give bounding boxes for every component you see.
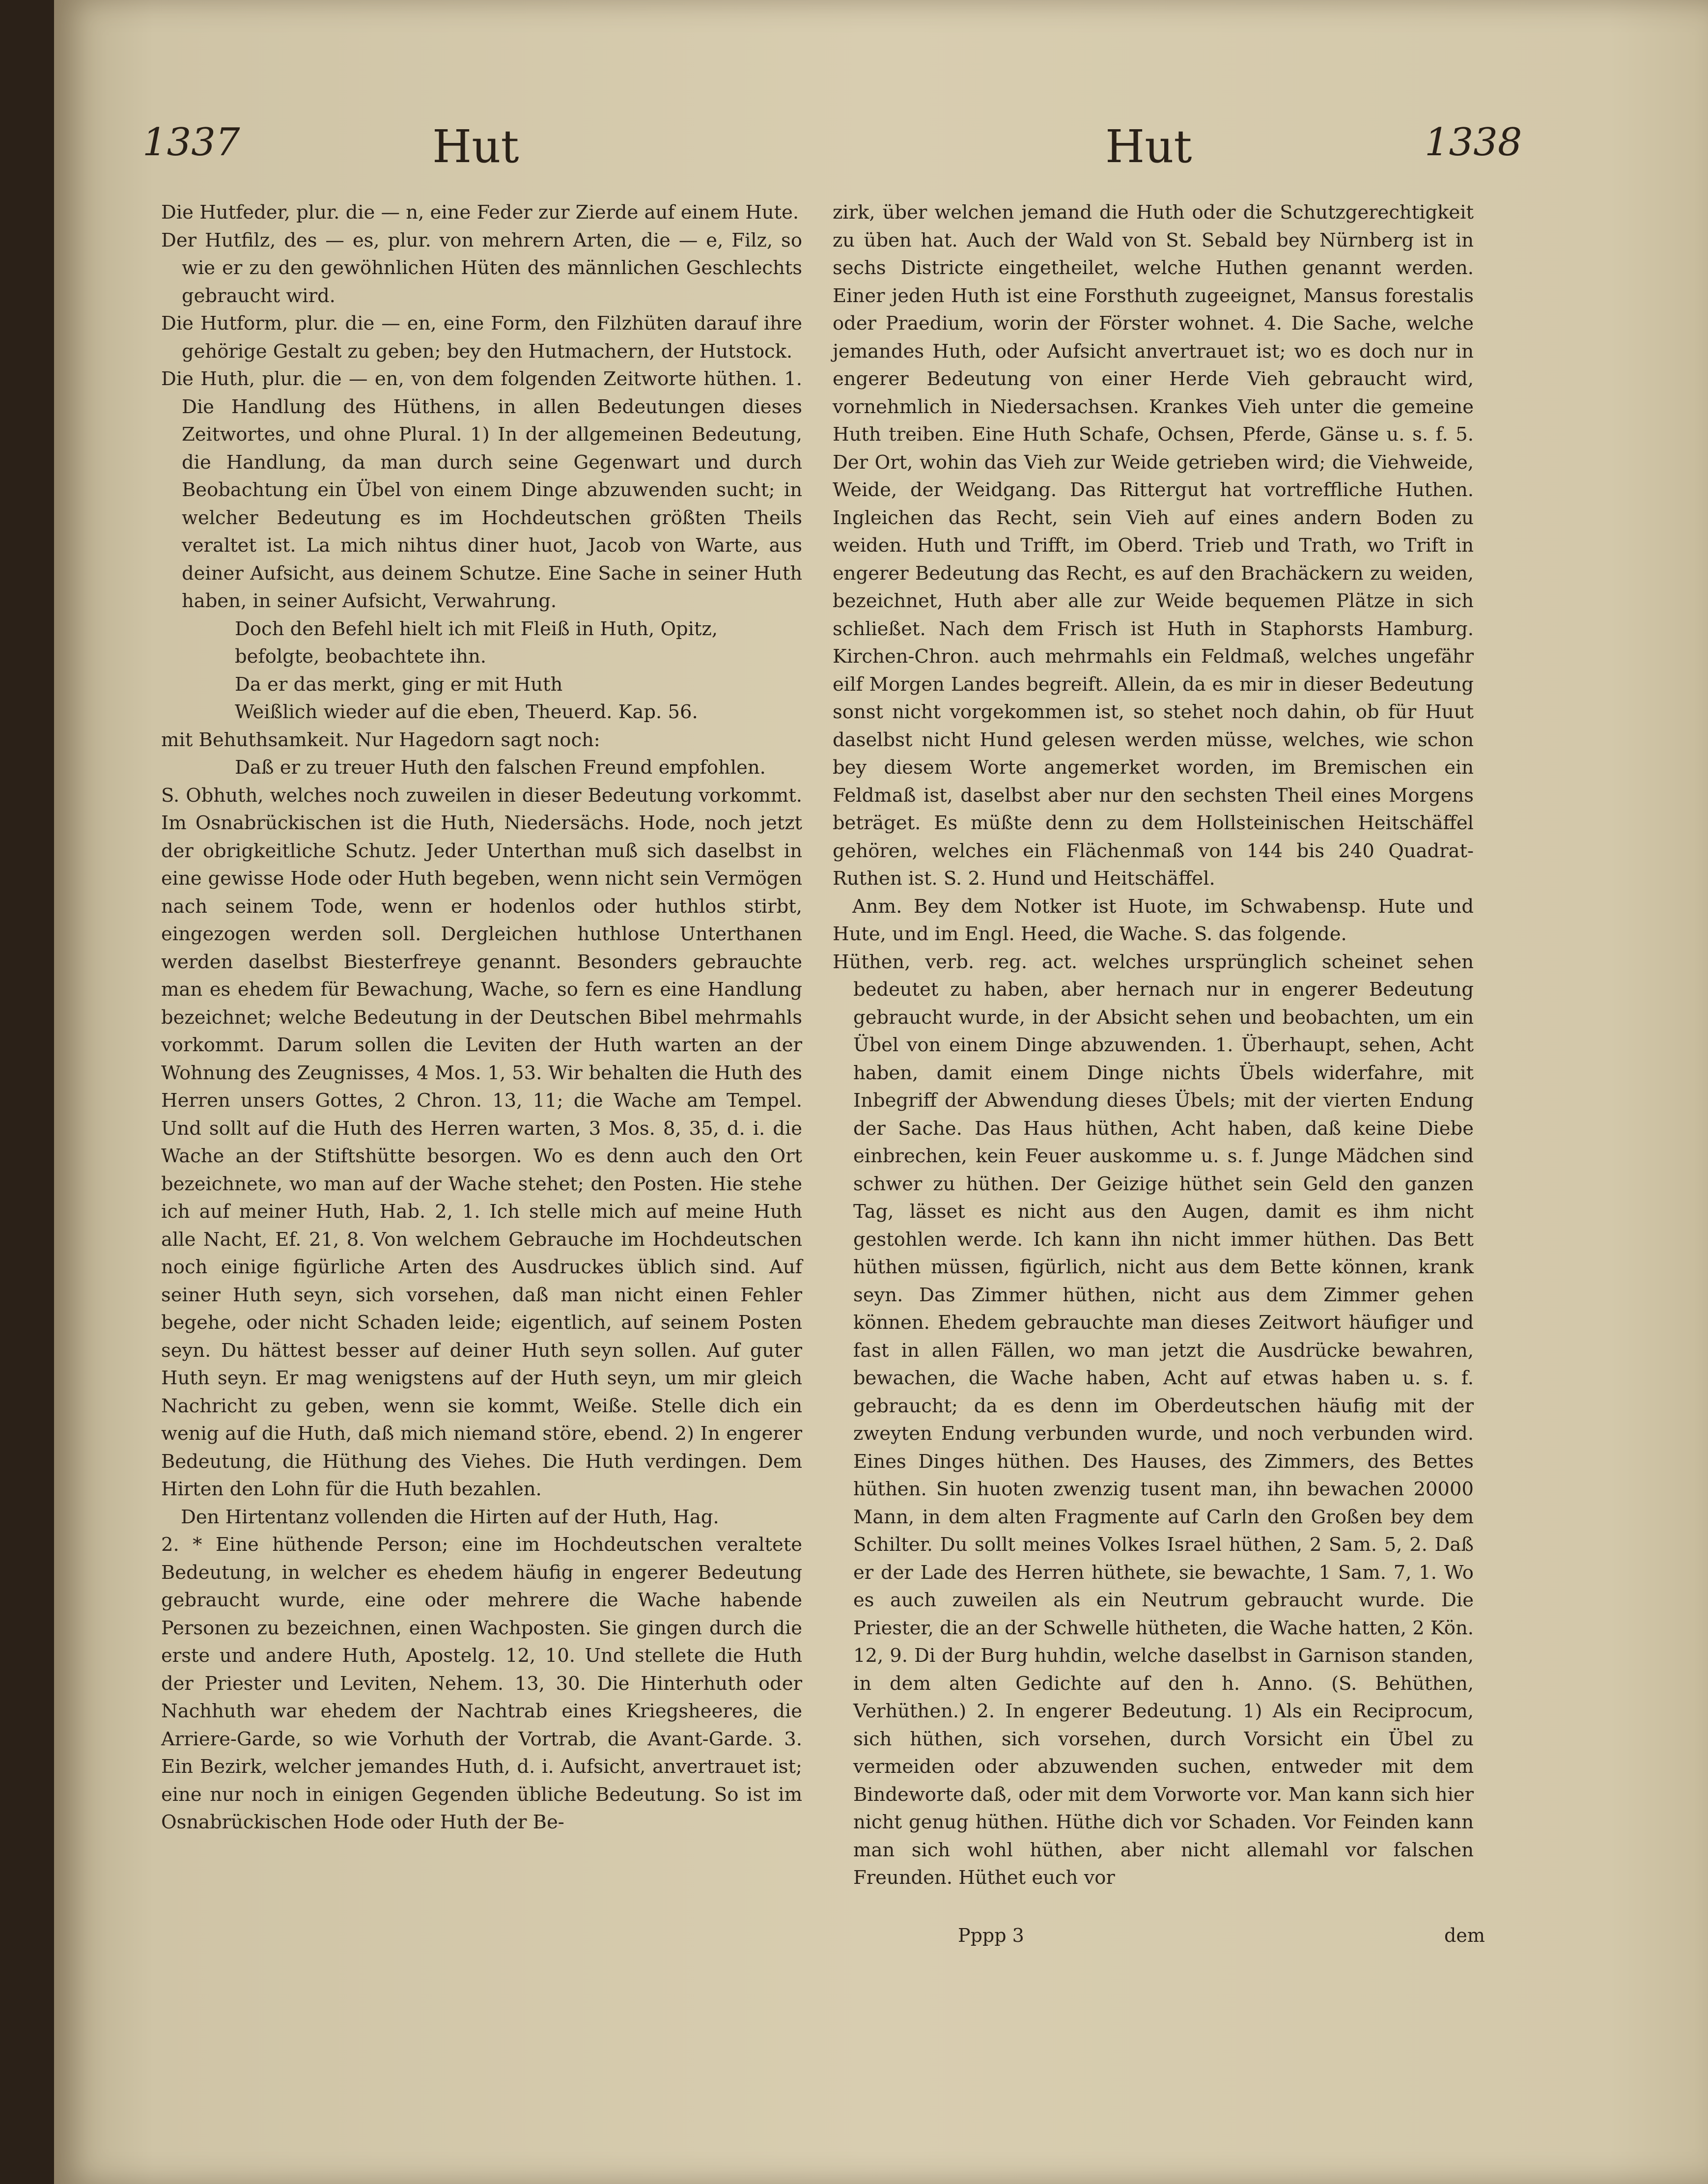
dictionary-entry: Die Hutfeder, plur. die — n, eine Feder zur Zierde auf einem Hute. — [161, 201, 799, 224]
text-column-right — [833, 199, 1474, 1892]
text-column-left — [161, 199, 802, 1837]
dictionary-entry: Die Huth, plur. die — en, von dem folgenden Zeitworte hüthen. 1. Die Handlung des Hüthens, in allen Bedeutungen dieses Zeitwortes, und ohne Plural. 1) In der allgemeinen Bedeutung, die Handlung, da man durch seine Gegenwart und durch Beobachtung ein Übel von einem Dinge abzuwenden sucht; in welcher Bedeutung es im Hochdeutschen größten Theils veraltet ist. La mich nihtus diner huot, Jacob von Warte, aus deiner Aufsicht, aus deinem Schutze. Eine Sache in seiner Huth haben, in seiner Aufsicht, Verwahrung. — [161, 368, 802, 612]
paragraph: 2. * Eine hüthende Person; eine im Hochdeutschen veraltete Bedeutung, in welcher es ehedem häufig in engerer Bedeutung gebraucht wurde, eine oder mehrere die Wache habende Personen zu bezeichnen, einen Wachposten. Sie gingen durch die erste und andere Huth, Apostelg. 12, 10. Und stellete die Huth der Priester und Leviten, Nehem. 13, 30. Die Hinterhuth oder Nachhuth war ehedem der Nachtrab eines Kriegsheeres, die Arriere-Garde, so wie Vorhuth der Vortrab, die Avant-Garde. 3. Ein Bezirk, welcher jemandes Huth, d. i. Aufsicht, anvertrauet ist; eine nur noch in einigen Gegenden übliche Bedeutung. So ist im Osnabrückischen Hode oder Huth der Be- — [161, 1534, 802, 1833]
dictionary-entry: Die Hutform, plur. die — en, eine Form, den Filzhüten darauf ihre gehörige Gestalt zu geben; bey den Hutmachern, der Hutstock. — [161, 312, 802, 363]
signature-mark: Pppp 3 — [958, 1925, 1024, 1946]
annotation-note: Anm. Bey dem Notker ist Huote, im Schwabensp. Hute und Hute, und im Engl. Heed, die Wache. S. das folgende. — [833, 895, 1474, 945]
running-head-left: Hut — [432, 120, 519, 173]
book-page — [54, 0, 1708, 2184]
dictionary-entry: Der Hutfilz, des — es, plur. von mehrern Arten, die — e, Filz, so wie er zu den gewöhnlichen Hüten des männlichen Geschlechts gebraucht wird. — [161, 229, 802, 307]
dictionary-entry: Hüthen, verb. reg. act. welches ursprünglich scheinet sehen bedeutet zu haben, aber hernach nur in engerer Bedeutung gebraucht wurde, in der Absicht sehen und beobachten, um ein Übel von einem Dinge abzuwenden. 1. Überhaupt, sehen, Acht haben, damit einem Dinge nichts Übels widerfahre, mit Inbegriff der Abwendung dieses Übels; mit der vierten Endung der Sache. Das Haus hüthen, Acht haben, daß keine Diebe einbrechen, kein Feuer auskomme u. s. f. Junge Mädchen sind schwer zu hüthen. Der Geizige hüthet sein Geld den ganzen Tag, lässet es nicht aus den Augen, damit es ihm nicht gestohlen werde. Ich kann ihn nicht immer hüthen. Das Bett hüthen müssen, figürlich, nicht aus dem Bette können, krank seyn. Das Zimmer hüthen, nicht aus dem Zimmer gehen können. Ehedem gebrauchte man dieses Zeitwort häufiger und fast in allen Fällen, wo man jetzt die Ausdrücke bewahren, bewachen, die Wache haben, Acht auf etwas haben u. s. f. gebraucht; da es denn im Oberdeutschen häufig mit der zweyten Endung verbunden wurde, und noch verbunden wird. Eines Dinges hüthen. Des Hauses, des Zimmers, des Bettes hüthen. Sin huoten zwenzig tusent man, ihn bewachen 20000 Mann, in dem alten Fragmente auf Carln den Großen bey dem Schilter. Du sollt meines Volkes Israel hüthen, 2 Sam. 5, 2. Daß er der Lade des Herren hüthete, sie bewachte, 1 Sam. 7, 1. Wo es auch zuweilen als ein Neutrum gebraucht wurde. Die Priester, die an der Schwelle hütheten, die Wache hatten, 2 Kön. 12, 9. Di der Burg huhdin, welche daselbst in Garnison standen, in dem alten Gedichte auf den h. Anno. (S. Behüthen, Verhüthen.) 2. In engerer Bedeutung. 1) Als ein Reciprocum, sich hüthen, sich vorsehen, durch Vorsicht ein Übel zu vermeiden oder abzuwenden suchen, entweder mit dem Bindeworte daß, oder mit dem Vorworte vor. Man kann sich hier nicht genug hüthen. Hüthe dich vor Schaden. Vor Feinden kann man sich wohl hüthen, aber nicht allemahl vor falschen Freunden. Hüthet euch vor — [833, 951, 1474, 1889]
catchword: dem — [1444, 1925, 1485, 1946]
quotation: Daß er zu treuer Huth den falschen Freund empfohlen. — [235, 756, 766, 779]
paragraph: S. Obhuth, welches noch zuweilen in dieser Bedeutung vorkommt. Im Osnabrückischen ist die Huth, Niedersächs. Hode, noch jetzt der obrigkeitliche Schutz. Jeder Unterthan muß sich daselbst in eine gewisse Hode oder Huth begeben, wenn nicht sein Vermögen nach seinem Tode, wenn er hodenlos oder huthlos stirbt, eingezogen werden soll. Dergleichen huthlose Unterthanen werden daselbst Biesterfreye genannt. Besonders gebrauchte man es ehedem für Bewachung, Wache, so fern es eine Handlung bezeichnet; welche Bedeutung in der Deutschen Bibel mehrmahls vorkommt. Darum sollen die Leviten der Huth warten an der Wohnung des Zeugnisses, 4 Mos. 1, 53. Wir behalten die Huth des Herren unsers Gottes, 2 Chron. 13, 11; die Wache am Tempel. Und sollt auf die Huth des Herren warten, 3 Mos. 8, 35, d. i. die Wache an der Stiftshütte besorgen. Wo es denn auch den Ort bezeichnete, wo man auf der Wache stehet; den Posten. Hie stehe ich auf meiner Huth, Hab. 2, 1. Ich stelle mich auf meine Huth alle Nacht, Ef. 21, 8. Von welchem Gebrauche im Hochdeutschen noch einige figürliche Arten des Ausdruckes üblich sind. Auf seiner Huth seyn, sich vorsehen, daß man nicht einen Fehler begehe, oder nicht Schaden leide; eigentlich, auf seinem Posten seyn. Du hättest besser auf deiner Huth seyn sollen. Auf guter Huth seyn. Er mag wenigstens auf der Huth seyn, um mir gleich Nachricht zu geben, wenn sie kommt, Weiße. Stelle dich ein wenig auf die Huth, daß mich niemand störe, ebend. 2) In engerer Bedeutung, die Hüthung des Viehes. Die Huth verdingen. Dem Hirten den Lohn für die Huth bezahlen. — [161, 784, 802, 1500]
paragraph: mit Behuthsamkeit. Nur Hagedorn sagt noch: — [161, 728, 600, 751]
page-number-right: 1338 — [1425, 120, 1522, 165]
quotation: Da er das merkt, ging er mit Huth — [235, 673, 563, 696]
running-head-right: Hut — [1105, 120, 1192, 173]
quotation: Doch den Befehl hielt ich mit Fleiß in Huth, Opitz, befolgte, beobachtete ihn. — [235, 617, 718, 668]
paragraph: zirk, über welchen jemand die Huth oder die Schutzgerechtigkeit zu üben hat. Auch der Wald von St. Sebald bey Nürnberg ist in sechs Districte eingetheilet, welche Huthen genannt werden. Einer jeden Huth ist eine Forsthuth zugeeignet, Mansus forestalis oder Praedium, worin der Förster wohnet. 4. Die Sache, welche jemandes Huth, oder Aufsicht anvertrauet ist; wo es doch nur in engerer Bedeutung von einer Herde Vieh gebraucht wird, vornehmlich in Niedersachsen. Krankes Vieh unter die gemeine Huth treiben. Eine Huth Schafe, Ochsen, Pferde, Gänse u. s. f. 5. Der Ort, wohin das Vieh zur Weide getrieben wird; die Viehweide, Weide, der Weidgang. Das Rittergut hat vortreffliche Huthen. Ingleichen das Recht, sein Vieh auf eines andern Boden zu weiden. Huth und Trifft, im Oberd. Trieb und Trath, wo Trift in engerer Bedeutung das Recht, es auf den Brachäckern zu weiden, bezeichnet, Huth aber alle zur Weide bequemen Plätze in sich schließet. Nach dem Frisch ist Huth in Staphorsts Hamburg. Kirchen-Chron. auch mehrmahls ein Feldmaß, welches ungefähr eilf Morgen Landes begreift. Allein, da es mir in dieser Bedeutung sonst nicht vorgekommen ist, so stehet noch dahin, ob für Huut daselbst nicht Hund gelesen werden müsse, welches, wie schon bey diesem Worte angemerket worden, im Bremischen ein Feldmaß ist, daselbst aber nur den sechsten Theil eines Morgens beträget. Es müßte denn zu dem Hollsteinischen Heitschäffel gehören, welches ein Flächenmaß von 144 bis 240 Quadrat-Ruthen ist. S. 2. Hund und Heitschäffel. — [833, 201, 1474, 890]
paragraph: Den Hirtentanz vollenden die Hirten auf der Huth, Hag. — [181, 1506, 719, 1528]
quotation: Weißlich wieder auf die eben, Theuerd. Kap. 56. — [235, 701, 698, 723]
page-number-left: 1337 — [142, 120, 240, 165]
